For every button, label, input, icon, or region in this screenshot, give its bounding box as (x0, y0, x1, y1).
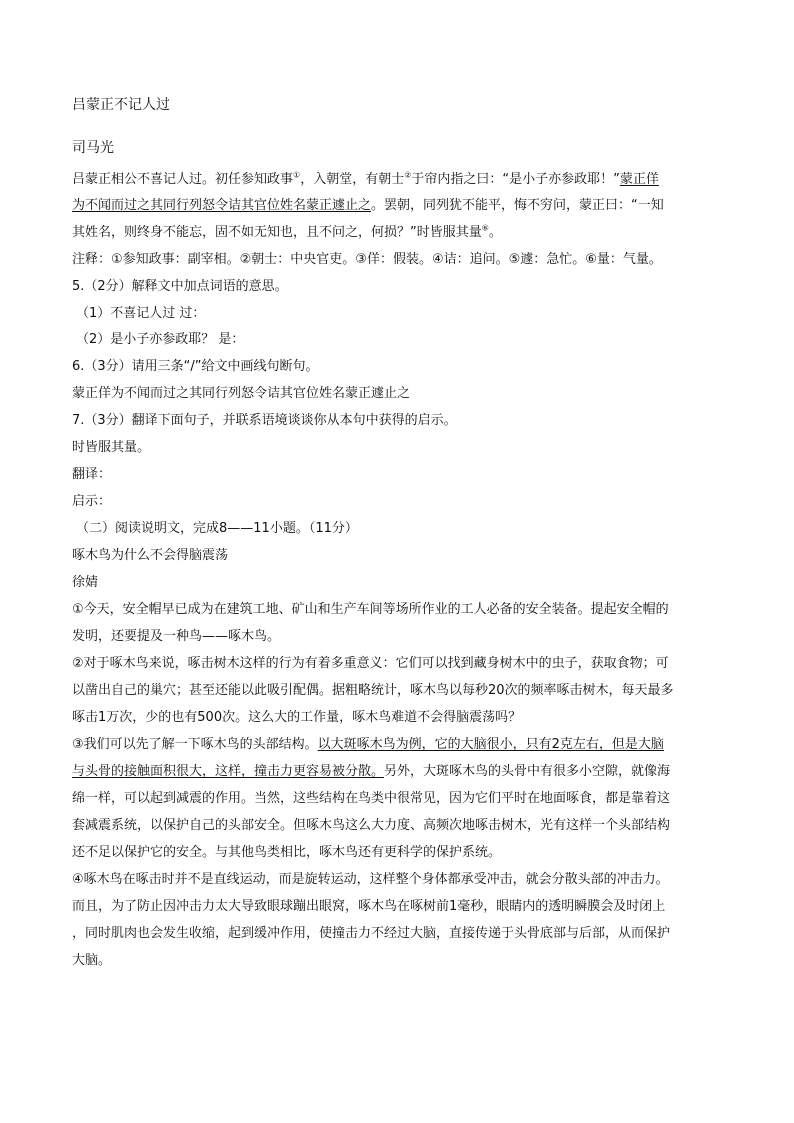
underlined-sentence: 为不闻而过之其同行列怒令诘其官位姓名蒙正遽止之 (72, 198, 372, 213)
question-5-1: （1）不喜记人过 过： (76, 306, 206, 321)
classical-paragraph-line-1 (72, 171, 659, 189)
question-5: 5.（2分）解释文中加点词语的意思。 (72, 279, 288, 294)
footnote-mark: ② (404, 170, 412, 180)
paragraph-4-line-3: ，同时肌肉也会发生收缩，起到缓冲作用，使撞击力不经过大脑，直接传递于头骨底部与后部，从而保护 (72, 926, 671, 941)
paragraph-1-line-2: 发明，还要提及一种鸟——啄木鸟。 (72, 629, 281, 644)
translate-label: 翻译： (72, 467, 112, 482)
question-7-text: 时皆服其量。 (72, 440, 151, 455)
paragraph-3-line-1 (72, 736, 664, 754)
paragraph-4-line-4: 大脑。 (72, 953, 112, 968)
paragraph-3-line-2 (72, 763, 670, 781)
paragraph-2-line-2: 以凿出自己的巢穴；甚至还能以此吸引配偶。据粗略统计，啄木鸟以每秒20次的频率啄击树木，每天最多 (72, 683, 674, 698)
classical-paragraph-line-3 (72, 224, 502, 242)
paragraph-4-line-2: 而且，为了防止因冲击力太大导致眼球蹦出眼窝，啄木鸟在啄树前1毫秒，眼睛内的透明瞬膜会及时闭上 (72, 899, 666, 914)
text-segment: ③我们可以先了解一下啄木鸟的头部结构。 (72, 737, 318, 752)
paragraph-3-line-4: 套减震系统，以保护自己的头部安全。但啄木鸟这么大力度、高频次地啄击树木，光有这样一个头部结构 (72, 818, 671, 833)
text-segment: 其姓名，则终身不能忘，固不如无知也，且不问之，何损？”时皆服其量 (72, 225, 482, 240)
question-7: 7.（3分）翻译下面句子，并联系语境谈谈你从本句中获得的启示。 (72, 413, 457, 428)
text-segment: 另外，大斑啄木鸟的头骨中有很多小空隙，就像海 (384, 764, 671, 779)
footnote-mark: ① (293, 170, 301, 180)
annotation-notes: 注释：①参知政事：副宰相。②朝士：中央官吏。③佯：假装。④诘：追问。⑤遽：急忙。⑥量：气量。 (72, 252, 662, 267)
paragraph-3-line-5: 还不足以保护它的安全。与其他鸟类相比，啄木鸟还有更科学的保护系统。 (72, 845, 502, 860)
text-segment: ，入朝堂，有朝士 (300, 172, 405, 187)
question-6-text: 蒙正佯为不闻而过之其同行列怒令诘其官位姓名蒙正遽止之 (72, 386, 411, 401)
underlined-sentence: 蒙正佯 (619, 172, 659, 187)
paragraph-1-line-1: ①今天，安全帽早已成为在建筑工地、矿山和生产车间等场所作业的工人必备的安全装备。提起安全帽的 (72, 602, 669, 617)
paragraph-4-line-1: ④啄木鸟在啄击时并不是直线运动，而是旋转运动，这样整个身体都承受冲击，就会分散头部的冲击力。 (72, 872, 669, 887)
classical-author: 司马光 (72, 140, 114, 156)
article-author: 徐婧 (72, 575, 99, 590)
paragraph-2-line-1: ②对于啄木鸟来说，啄击树木这样的行为有着多重意义：它们可以找到藏身树木中的虫子，获取食物；可 (72, 656, 669, 671)
underlined-sentence: 与头骨的接触面积很大，这样，撞击力更容易被分散。 (72, 764, 385, 779)
underlined-sentence: 以大斑啄木鸟为例，它的大脑很小，只有2克左右，但是大脑 (317, 737, 664, 752)
paragraph-3-line-3: 绵一样，可以起到减震的作用。当然，这些结构在鸟类中很常见，因为它们平时在地面啄食，都是靠着这 (72, 791, 671, 806)
text-segment: 吕蒙正相公不喜记人过。初任参知政事 (72, 172, 294, 187)
article-title: 啄木鸟为什么不会得脑震荡 (72, 548, 229, 563)
paragraph-2-line-3: 啄击1万次，少的也有500次。这么大的工作量，啄木鸟难道不会得脑震荡吗？ (72, 710, 522, 725)
question-5-2: （2）是小子亦参政耶？ 是： (76, 332, 245, 347)
classical-paragraph-line-2 (72, 197, 664, 215)
question-6: 6.（3分）请用三条“/”给文中画线句断句。 (72, 359, 319, 374)
footnote-mark: ⑥ (481, 223, 489, 233)
text-segment: 。 (488, 225, 502, 240)
section-heading: （二）阅读说明文，完成8——11小题。（11分） (76, 521, 358, 536)
text-segment: 于帘内指之曰：“是小子亦参政耶！” (411, 172, 620, 187)
text-segment: 。罢朝，同列犹不能平，悔不穷问，蒙正曰：“一知 (371, 198, 664, 213)
insight-label: 启示： (72, 494, 112, 509)
classical-title: 吕蒙正不记人过 (72, 97, 170, 113)
